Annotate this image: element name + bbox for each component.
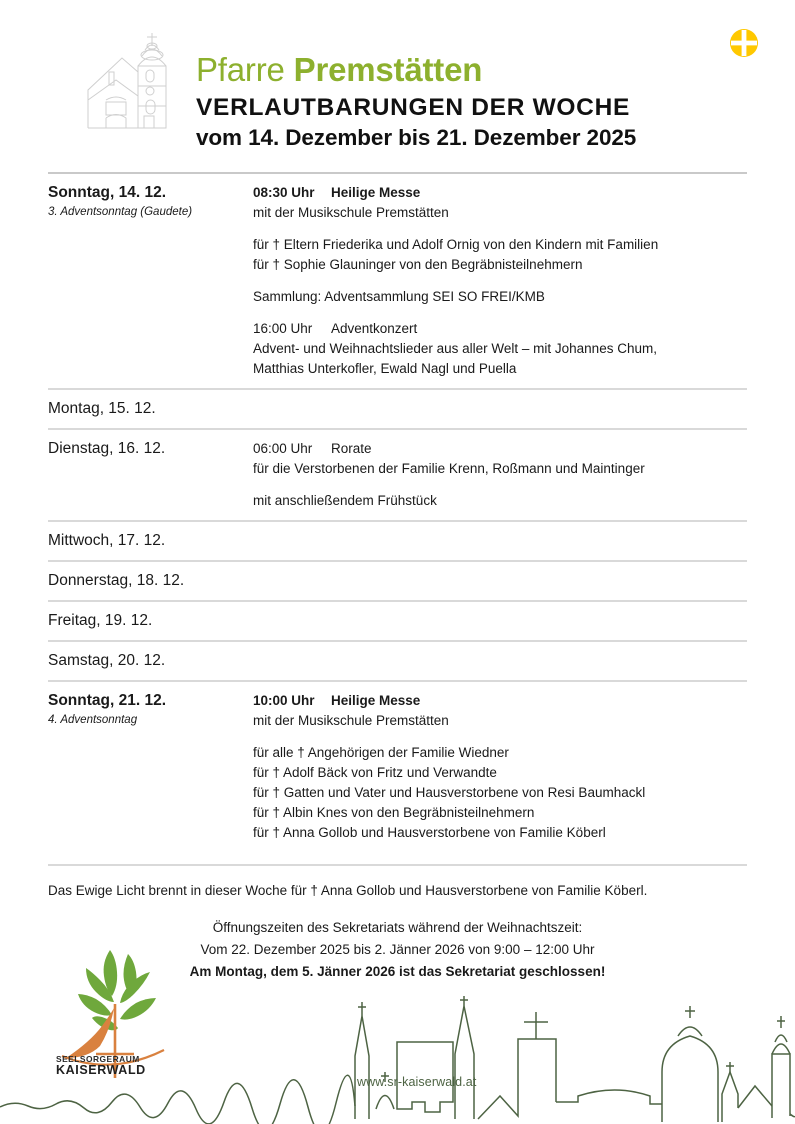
day-events-cell: [253, 690, 747, 843]
event-intention-group: [253, 743, 747, 843]
event-time: 08:30 Uhr: [253, 185, 315, 200]
day-name: Mittwoch, 17. 12.: [48, 532, 166, 549]
day-liturgical-subtitle: 3. Adventsonntag (Gaudete): [48, 206, 193, 218]
office-hours-line-2: Vom 22. Dezember 2025 bis 2. Jänner 2026 von 9:00 – 12:00 Uhr: [200, 942, 595, 957]
header-text-block: [196, 50, 756, 152]
event-intention-line: mit anschließendem Frühstück: [253, 493, 437, 508]
event-intention-line: für † Adolf Bäck von Fritz und Verwandte: [253, 765, 497, 780]
day-label-cell: [48, 610, 253, 631]
website-url[interactable]: www.sr-kaiserwald.at: [357, 1075, 477, 1089]
event-title: Heilige Messe: [331, 693, 421, 708]
event-title: Adventkonzert: [331, 321, 418, 336]
event-block: [253, 439, 747, 511]
day-row: [48, 522, 747, 562]
page-subtitle: VERLAUTBARUNGEN DER WOCHE: [196, 94, 630, 121]
event-intention-group: [253, 287, 747, 307]
day-liturgical-subtitle: 4. Adventsonntag: [48, 714, 138, 726]
day-label-cell: [48, 570, 253, 591]
svg-text:KAISERWALD: KAISERWALD: [56, 1063, 146, 1077]
page-title: [196, 50, 756, 90]
weekly-schedule-table: [48, 172, 747, 852]
church-skyline-icon: [0, 994, 795, 1124]
event-heading: [253, 691, 747, 711]
event-heading: [253, 319, 747, 339]
svg-text:SEELSORGERAUM: SEELSORGERAUM: [56, 1054, 140, 1064]
event-time: 16:00 Uhr: [253, 321, 313, 336]
day-row: [48, 562, 747, 602]
event-intention-line: für † Albin Knes von den Begräbnisteilnehmern: [253, 805, 535, 820]
day-name: Montag, 15. 12.: [48, 400, 156, 417]
office-hours-line-3: Am Montag, dem 5. Jänner 2026 ist das Sekretariat geschlossen!: [189, 964, 606, 979]
event-title: Heilige Messe: [331, 185, 421, 200]
event-intention-line: für † Anna Gollob und Hausverstorbene von Familie Köberl: [253, 825, 606, 840]
event-title: Rorate: [331, 441, 372, 456]
day-row: [48, 390, 747, 430]
day-row: [48, 642, 747, 682]
eternal-light-note: Das Ewige Licht brennt in dieser Woche für † Anna Gollob und Hausverstorbene von Familie Köberl.: [48, 864, 747, 901]
day-events-cell: [253, 438, 747, 511]
event-intention-group: [253, 235, 747, 275]
event-detail-line: für die Verstorbenen der Familie Krenn, Roßmann und Maintinger: [253, 461, 645, 476]
day-row: [48, 430, 747, 522]
event-intention-line: für alle † Angehörigen der Familie Wiedner: [253, 745, 509, 760]
day-events-cell: [253, 398, 747, 399]
day-events-cell: [253, 570, 747, 571]
day-label-cell: [48, 438, 253, 459]
day-label-cell: [48, 530, 253, 551]
event-block: [253, 691, 747, 843]
event-time: 10:00 Uhr: [253, 693, 315, 708]
page-daterange: vom 14. Dezember bis 21. Dezember 2025: [196, 125, 637, 150]
day-events-cell: [253, 182, 747, 379]
office-hours-line-1: Öffnungszeiten des Sekretariats während der Weihnachtszeit:: [212, 920, 583, 935]
day-row: [48, 602, 747, 642]
event-intention-line: Sammlung: Adventsammlung SEI SO FREI/KMB: [253, 289, 545, 304]
day-label-cell: [48, 182, 253, 220]
day-name: Donnerstag, 18. 12.: [48, 572, 185, 589]
day-label-cell: [48, 398, 253, 419]
event-heading: [253, 183, 747, 203]
day-events-cell: [253, 650, 747, 651]
event-detail-line: mit der Musikschule Premstätten: [253, 205, 449, 220]
title-bold: Premstätten: [293, 51, 483, 88]
church-outline-icon: [76, 28, 186, 168]
page-header: [0, 0, 795, 172]
footer-artwork: [0, 939, 795, 1124]
event-intention-line: für † Gatten und Vater und Hausverstorbene von Resi Baumhackl: [253, 785, 646, 800]
title-plain: Pfarre: [196, 51, 294, 88]
day-name: Freitag, 19. 12.: [48, 612, 153, 629]
event-block: [253, 183, 747, 307]
day-name: Sonntag, 21. 12.: [48, 692, 167, 709]
day-events-cell: [253, 530, 747, 531]
day-label-cell: [48, 690, 253, 728]
event-heading: [253, 439, 747, 459]
day-row: [48, 682, 747, 852]
day-name: Dienstag, 16. 12.: [48, 440, 166, 457]
event-detail-line: Matthias Unterkofler, Ewald Nagl und Puella: [253, 361, 517, 376]
event-detail-line: mit der Musikschule Premstätten: [253, 713, 449, 728]
event-detail-line: Advent- und Weihnachtslieder aus aller Welt – mit Johannes Chum,: [253, 341, 657, 356]
event-intention-line: für † Sophie Glauninger von den Begräbnisteilnehmern: [253, 257, 583, 272]
day-name: Sonntag, 14. 12.: [48, 184, 167, 201]
day-label-cell: [48, 650, 253, 671]
event-time: 06:00 Uhr: [253, 441, 313, 456]
event-block: [253, 319, 747, 379]
day-events-cell: [253, 610, 747, 611]
day-name: Samstag, 20. 12.: [48, 652, 166, 669]
event-intention-group: [253, 491, 747, 511]
day-row: [48, 174, 747, 390]
event-intention-line: für † Eltern Friederika und Adolf Ornig von den Kindern mit Familien: [253, 237, 659, 252]
